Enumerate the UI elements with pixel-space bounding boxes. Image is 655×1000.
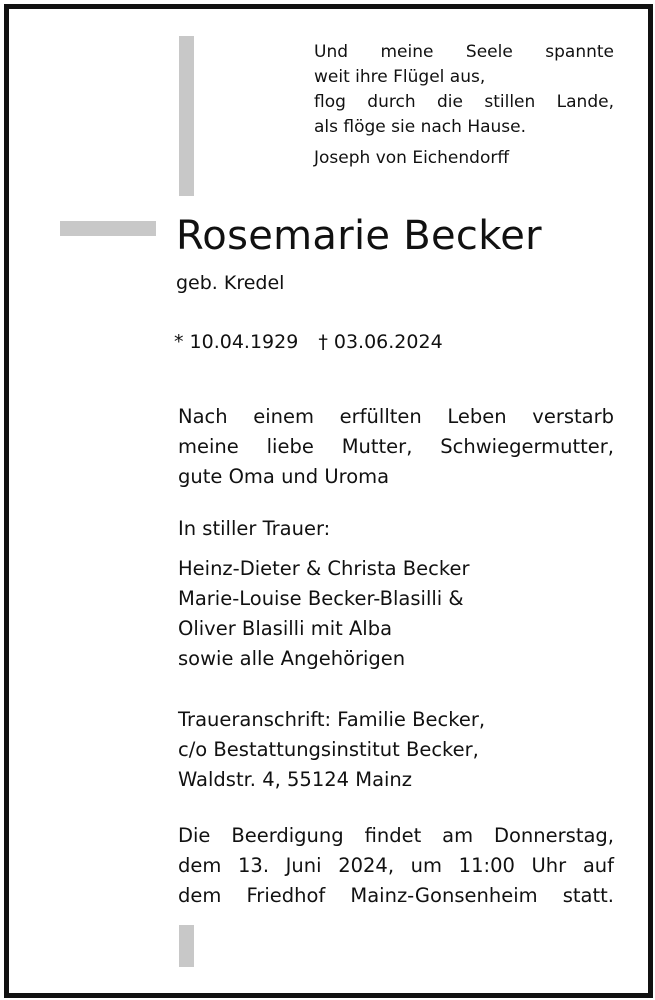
mourner-line: Heinz-Dieter & Christa Becker [178, 557, 470, 580]
mourner-line: Marie-Louise Becker-Blasilli & [178, 587, 464, 610]
address-line: Traueranschrift: Familie Becker, [178, 708, 486, 731]
quote-line: Und meine Seele spannte [314, 42, 614, 62]
mourner-line: sowie alle Angehörigen [178, 647, 406, 670]
address-line: c/o Bestattungsinstitut Becker, [178, 738, 479, 761]
death-date: † 03.06.2024 [318, 331, 443, 353]
address-line: Waldstr. 4, 55124 Mainz [178, 768, 413, 791]
message-line: Nach einem erfüllten Leben verstarb [178, 405, 614, 428]
birth-date: * 10.04.1929 [174, 331, 299, 353]
quote-line: weit ihre Flügel aus, [314, 67, 486, 87]
deceased-name: Rosemarie Becker [176, 213, 542, 259]
mourning-label-text: In stiller Trauer: [178, 517, 331, 540]
quote-line: als flöge sie nach Hause. [314, 117, 527, 137]
death-message [178, 402, 614, 492]
funeral-line: dem Friedhof Mainz-Gonsenheim statt. [178, 884, 614, 907]
life-dates [174, 328, 443, 356]
mourning-address [178, 705, 614, 795]
funeral-line: Die Beerdigung findet am Donnerstag, [178, 824, 614, 847]
quote-line: flog durch die stillen Lande, [314, 92, 614, 112]
mourning-label [178, 514, 614, 544]
cross-bottom-bar [179, 925, 194, 967]
cross-top-bar [179, 36, 194, 196]
mourners-list [178, 554, 614, 674]
funeral-info [178, 821, 614, 911]
cross-left-bar [60, 221, 156, 236]
funeral-line: dem 13. Juni 2024, um 11:00 Uhr auf [178, 854, 614, 877]
mourner-line: Oliver Blasilli mit Alba [178, 617, 393, 640]
message-line: meine liebe Mutter, Schwiegermutter, [178, 435, 614, 458]
poem-quote [314, 40, 614, 171]
message-line: gute Oma und Uroma [178, 465, 390, 488]
quote-author: Joseph von Eichendorff [314, 148, 510, 168]
maiden-name: geb. Kredel [176, 272, 285, 294]
